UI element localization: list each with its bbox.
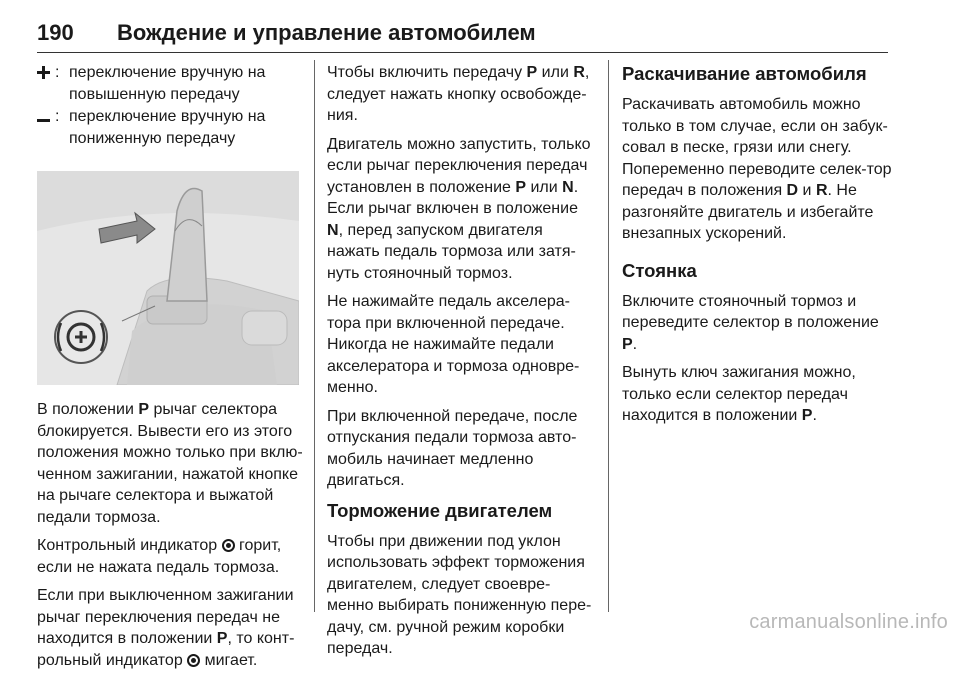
paragraph: Вынуть ключ зажигания можно, только если селектор передач находится в положении P.: [622, 364, 856, 424]
page-title: Вождение и управление автомобилем: [117, 20, 536, 45]
section-heading: Стоянка: [622, 259, 697, 281]
definition-text: переключение вручную на пониженную передачу: [69, 108, 266, 147]
paragraph: Чтобы включить передачу P или R, следует нажать кнопку освобожде-ния.: [327, 64, 590, 124]
paragraph: При включенной передаче, после отпускания педали тормоза авто-мобиль начинает медленно двигаться.: [327, 407, 578, 489]
page-header: [37, 18, 888, 53]
brake-indicator-icon: [187, 654, 200, 667]
paragraph: Включите стояночный тормоз и переведите селектор в положение P.: [622, 292, 879, 353]
section-heading: Торможение двигателем: [327, 499, 553, 521]
column-3: [622, 62, 892, 434]
page-number: 190: [37, 20, 74, 45]
watermark: carmanualsonline.info: [749, 611, 948, 633]
column-1: [37, 62, 303, 678]
minus-icon: [37, 119, 50, 122]
column-divider: [314, 60, 315, 612]
definition-item: : переключение вручную на повышенную передачу: [37, 62, 303, 105]
column-2: [327, 62, 595, 667]
brake-indicator-icon: [222, 539, 235, 552]
paragraph: Двигатель можно запустить, только если рычаг переключения передач установлен в положение P или N. Если рычаг включен в положение N, перед запуском двигателя нажать педаль тормоза или затя-нуть стояночный тормоз.: [327, 135, 591, 282]
gear-selector-illustration: [37, 171, 299, 385]
section-heading: Раскачивание автомобиля: [622, 63, 867, 84]
paragraph: Раскачивать автомобиль можно только в том случае, если он забук-совал в песке, грязи или снегу. Попеременно переводите селек-тор передач в положения D и R. Не разгоняйте двигатель и избегайте внезапных ускорений.: [622, 96, 892, 242]
gear-selector-drawing: [37, 171, 299, 385]
paragraph: Контрольный индикатор горит, если не нажата педаль тормоза.: [37, 537, 282, 576]
definition-text: переключение вручную на повышенную передачу: [69, 64, 266, 103]
definition-item: : переключение вручную на пониженную передачу: [37, 106, 303, 149]
paragraph: Чтобы при движении под уклон использовать эффект торможения двигателем, следует своевре-менно выбирать пониженную пере-дачу, см. ручной режим коробки передач.: [327, 532, 592, 657]
plus-icon: [37, 66, 50, 79]
paragraph: В положении P рычаг селектора блокируется. Вывести его из этого положения можно только при вклю-ченном зажигании, нажатой кнопке на рычаге селектора и выжатой педали тормоза.: [37, 401, 303, 526]
paragraph: Если при выключенном зажигании рычаг переключения передач не находится в положении P, то конт-рольный индикатор мигает.: [37, 587, 295, 669]
column-divider: [608, 60, 609, 612]
paragraph: Не нажимайте педаль акселера-тора при включенной передаче. Никогда не нажимайте педали акселератора и тормоза одновре-менно.: [327, 293, 580, 396]
